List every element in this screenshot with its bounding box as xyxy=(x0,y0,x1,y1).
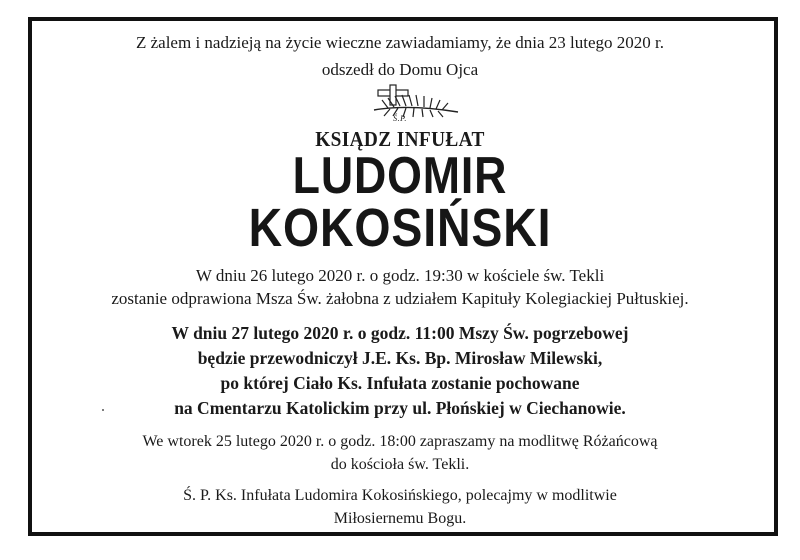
rosary-line-1: We wtorek 25 lutego 2020 r. o godz. 18:00 zapraszamy na modlitwę Różańcową xyxy=(142,433,658,450)
mass-line-2: zostanie odprawiona Msza Św. żałobna z udziałem Kapituły Kolegiackiej Pułtuskiej. xyxy=(111,289,689,308)
clergy-title: KSIĄDZ INFUŁAT xyxy=(315,127,485,151)
funeral-line-3: po której Ciało Ks. Infułata zostanie pochowane xyxy=(220,373,580,393)
funeral-line-4: na Cmentarzu Katolickim przy ul. Płońskiej w Ciechanowie. xyxy=(174,398,626,418)
closing-line-1: Ś. P. Ks. Infułata Ludomira Kokosińskiego, polecajmy w modlitwie xyxy=(183,487,617,504)
mass-line-1: W dniu 26 lutego 2020 r. o godz. 19:30 w kościele św. Tekli xyxy=(195,266,605,285)
funeral-line-2: będzie przewodniczył J.E. Ks. Bp. Mirosław Milewski, xyxy=(197,348,603,368)
deceased-last-name: KOKOSIŃSKI xyxy=(248,198,552,258)
intro-line-2: odszedł do Domu Ojca xyxy=(321,60,479,79)
closing-line-2: Miłosiernemu Bogu. xyxy=(333,510,467,527)
intro-line-1: Z żalem i nadzieją na życie wieczne zawiadamiamy, że dnia 23 lutego 2020 r. xyxy=(135,33,665,52)
deceased-first-name: LUDOMIR xyxy=(292,147,508,205)
rosary-line-2: do kościoła św. Tekli. xyxy=(330,456,470,473)
print-speck xyxy=(102,409,104,411)
symbol-caption: Ś.P. xyxy=(393,114,407,123)
funeral-line-1: W dniu 27 lutego 2020 r. o godz. 11:00 Mszy Św. pogrzebowej xyxy=(171,323,629,343)
